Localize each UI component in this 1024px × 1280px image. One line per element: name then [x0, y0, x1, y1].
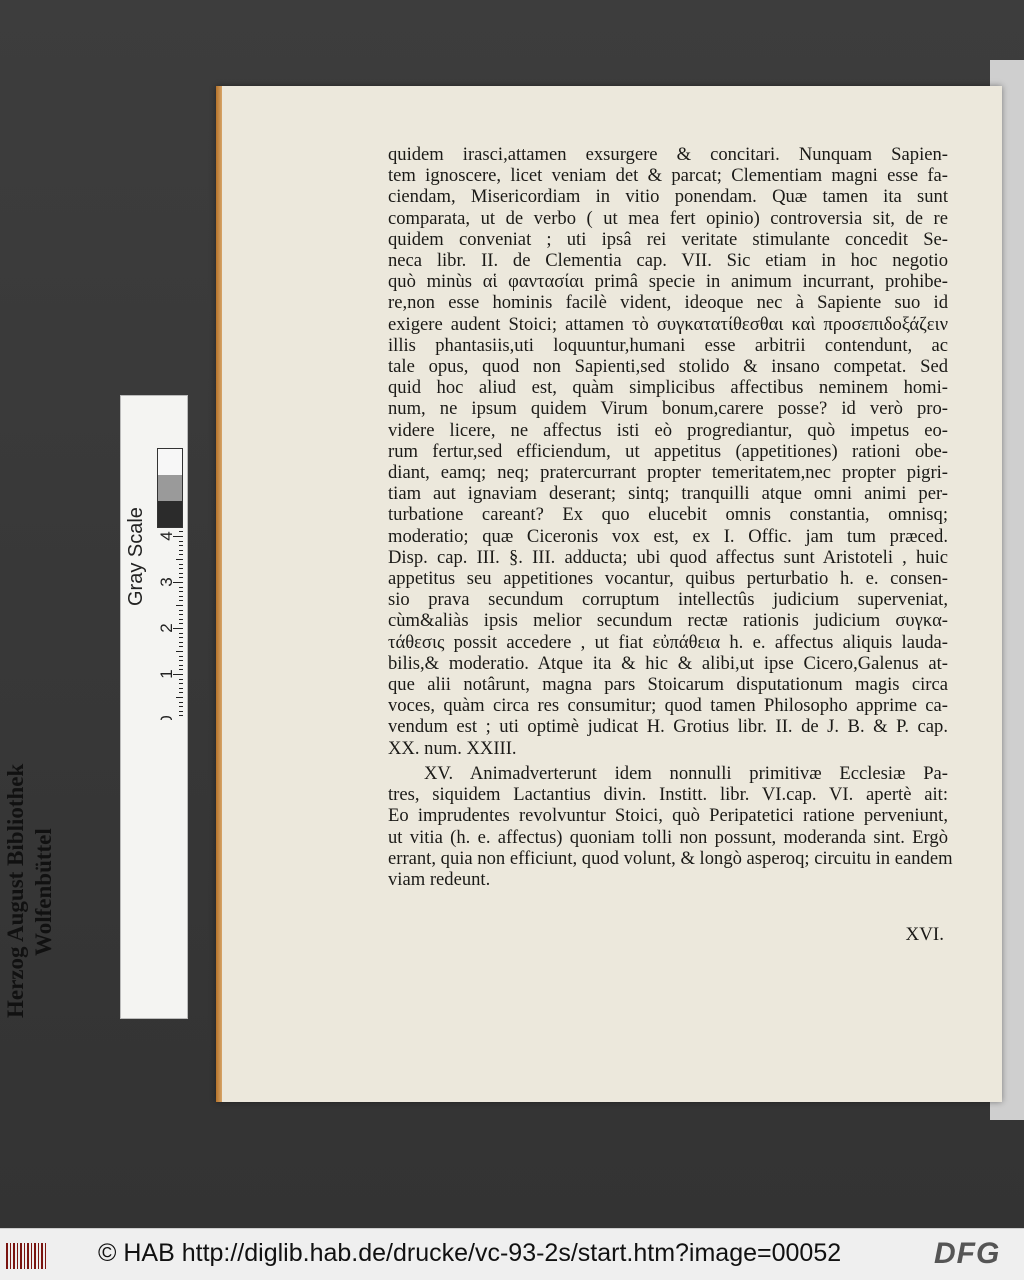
- text-line: Disp. cap. III. §. III. adducta; ubi quod affectus sunt Aristoteli , huic: [388, 546, 948, 568]
- text-line: tiam aut ignaviam deserant; sintq; tranquilli atque omni animi per-: [388, 483, 948, 505]
- book-page: [216, 86, 1002, 1102]
- dfg-logo: DFG: [934, 1237, 1001, 1270]
- ruler-tick: [179, 591, 183, 592]
- ruler-tick: [176, 559, 183, 560]
- ruler-tick: [176, 651, 183, 652]
- text-line: quid hoc aliud est, quàm simplicibus affectibus neminem homi-: [388, 377, 948, 399]
- text-line: quidem irasci,attamen exsurgere & concitari. Nunquam Sapien-: [388, 144, 948, 165]
- ruler-tick: [179, 656, 183, 657]
- institution-name: Herzog August Bibliothek: [3, 763, 28, 1018]
- text-line: Eo imprudentes revolvuntur Stoici, quò Peripatetici ratione perveniunt,: [388, 805, 948, 827]
- text-line: illis phantasiis,uti loquuntur,humani esse arbitrii contendunt, ac: [388, 334, 948, 356]
- page-text: [388, 144, 953, 890]
- text-line: rum fertur,sed efficiendum, ut appetitus (appetitiones) rationi obe-: [388, 440, 948, 462]
- text-line: num, ne ipsum quidem Virum bonum,carere posse? id verò pro-: [388, 398, 948, 420]
- text-line: ut vitia (h. e. affectus) quoniam tolli non possunt, moderanda sint. Ergò: [388, 826, 948, 848]
- ruler-tick: [176, 605, 183, 606]
- text-line: moderatio; quæ Ciceronis vox est, ex I. Offic. jam tum præced.: [388, 525, 948, 547]
- ruler-tick: [179, 637, 183, 638]
- ruler-tick: [179, 573, 183, 574]
- text-line: turbatione careant? Ex quo elucebit omnis constantia, omnisq;: [388, 504, 948, 526]
- gray-scale-label: Gray Scale: [125, 507, 147, 606]
- ruler-number: 2: [157, 623, 176, 633]
- ruler-tick: [179, 541, 183, 542]
- text-line: cùm&aliàs ipsis melior secundum rectæ rationis judicium συγκα-: [388, 610, 948, 632]
- ruler-tick: [179, 614, 183, 615]
- ruler-tick: [179, 679, 183, 680]
- ruler-tick: [179, 665, 183, 666]
- ruler-tick: [179, 577, 183, 578]
- ruler-tick: [179, 706, 183, 707]
- text-line: viam redeunt.: [388, 868, 491, 890]
- text-line: errant, quia non efficiunt, quod volunt, & longò asperoq; circuitu in eandem: [388, 847, 953, 869]
- text-line: neca libr. II. de Clementia cap. VII. Sic etiam in hoc negotio: [388, 250, 948, 272]
- ruler-tick: [179, 683, 183, 684]
- ruler-tick: [179, 554, 183, 555]
- text-line: exigere audent Stoici; attamen τὸ συγκατατίθεσθαι καὶ προσεπιδοξάζειν: [388, 313, 948, 335]
- ruler-tick: [179, 660, 183, 661]
- ruler-tick: [179, 642, 183, 643]
- ruler-tick: [179, 600, 183, 601]
- gray-swatches: [157, 448, 183, 528]
- text-line: XV. Animadverterunt idem nonnulli primitivæ Ecclesiæ Pa-: [424, 762, 948, 784]
- page-edge: [216, 86, 222, 1102]
- ruler-tick: [179, 715, 183, 716]
- ruler-tick: [179, 564, 183, 565]
- ruler-tick: [179, 587, 183, 588]
- text-line: quò minùs αἱ φαντασίαι primâ specie in animum incurrant, prohibe-: [388, 271, 948, 293]
- ruler-tick: [179, 688, 183, 689]
- text-line: bilis,& moderatio. Atque ita & hic & alibi,ut ipse Cicero,Galenus at-: [388, 652, 948, 674]
- swatch-white: [158, 449, 182, 475]
- ruler-tick: [176, 697, 183, 698]
- ruler-number: 3: [157, 577, 176, 587]
- swatch-gray: [158, 475, 182, 501]
- ruler-tick: [179, 596, 183, 597]
- ruler-tick: [179, 669, 183, 670]
- ruler-tick: [179, 692, 183, 693]
- text-line: voces, quàm circa res consumitur; quod tamen Philosopho apprime ca-: [388, 695, 948, 717]
- ruler-label-card: [120, 720, 188, 1019]
- ruler-tick: [179, 619, 183, 620]
- ruler-number: 1: [157, 669, 176, 679]
- text-line: vendum est ; uti optimè judicat H. Grotius libr. II. de J. B. & P. cap.: [388, 716, 948, 738]
- text-line: tem ignoscere, licet veniam det & parcat; Clementiam magni esse fa-: [388, 165, 948, 187]
- text-line: XX. num. XXIII.: [388, 737, 517, 759]
- text-line: re,non esse hominis facilè vident, ideoque nec à Sapiente suo id: [388, 292, 948, 314]
- text-line: sio prava secundum corruptum intellectûs judicium superveniat,: [388, 589, 948, 611]
- ruler-tick: [179, 610, 183, 611]
- footer-bar: [0, 1228, 1024, 1280]
- text-line: tale opus, quod non Sapienti,sed stolido & insano competat. Sed: [388, 356, 948, 378]
- ruler-tick: [179, 711, 183, 712]
- text-line: τάθεσις possit accedere , ut fiat εὐπάθεια h. e. affectus aliquis lauda-: [388, 631, 948, 653]
- ruler-number: 4: [157, 531, 176, 541]
- catchword: XVI.: [905, 924, 944, 945]
- text-line: que alii notârunt, magna pars Stoicarum disputationum magis circa: [388, 674, 948, 696]
- ruler-tick: [179, 702, 183, 703]
- gray-scale-card: [120, 395, 188, 722]
- text-line: tres, siquidem Lactantius divin. Institt. libr. VI.cap. VI. apertè ait:: [388, 784, 948, 806]
- ruler-scale: [157, 528, 183, 724]
- text-line: quidem conveniat ; uti ipsâ rei veritate stimulante concedit Se-: [388, 228, 948, 250]
- ruler-tick: [179, 623, 183, 624]
- ruler-tick: [179, 531, 183, 532]
- barcode-icon: [6, 1243, 48, 1269]
- ruler-tick: [179, 550, 183, 551]
- footer-url[interactable]: © HAB http://diglib.hab.de/drucke/vc-93-2s/start.htm?image=00052: [98, 1239, 842, 1267]
- text-line: ciendam, Misericordiam in vitio ponendam. Quæ tamen ita sunt: [388, 186, 948, 208]
- ruler-tick: [179, 646, 183, 647]
- text-line: videre licere, ne affectus isti eò progrediantur, quò impetus eo-: [388, 419, 948, 441]
- institution-label: [2, 418, 62, 1018]
- ruler-tick: [179, 633, 183, 634]
- ruler-tick: [179, 545, 183, 546]
- institution-city: Wolfenbüttel: [31, 828, 56, 956]
- text-line: comparata, ut de verbo ( ut mea fert opinio) controversia sit, de re: [388, 207, 948, 229]
- swatch-black: [158, 501, 182, 527]
- text-line: diant, eamq; neq; pratercurrant propter temeritatem,nec propter pigri-: [388, 462, 948, 484]
- ruler-tick: [179, 568, 183, 569]
- text-line: appetitus seu appetitiones vocantur, quibus perturbatio h. e. consen-: [388, 568, 948, 590]
